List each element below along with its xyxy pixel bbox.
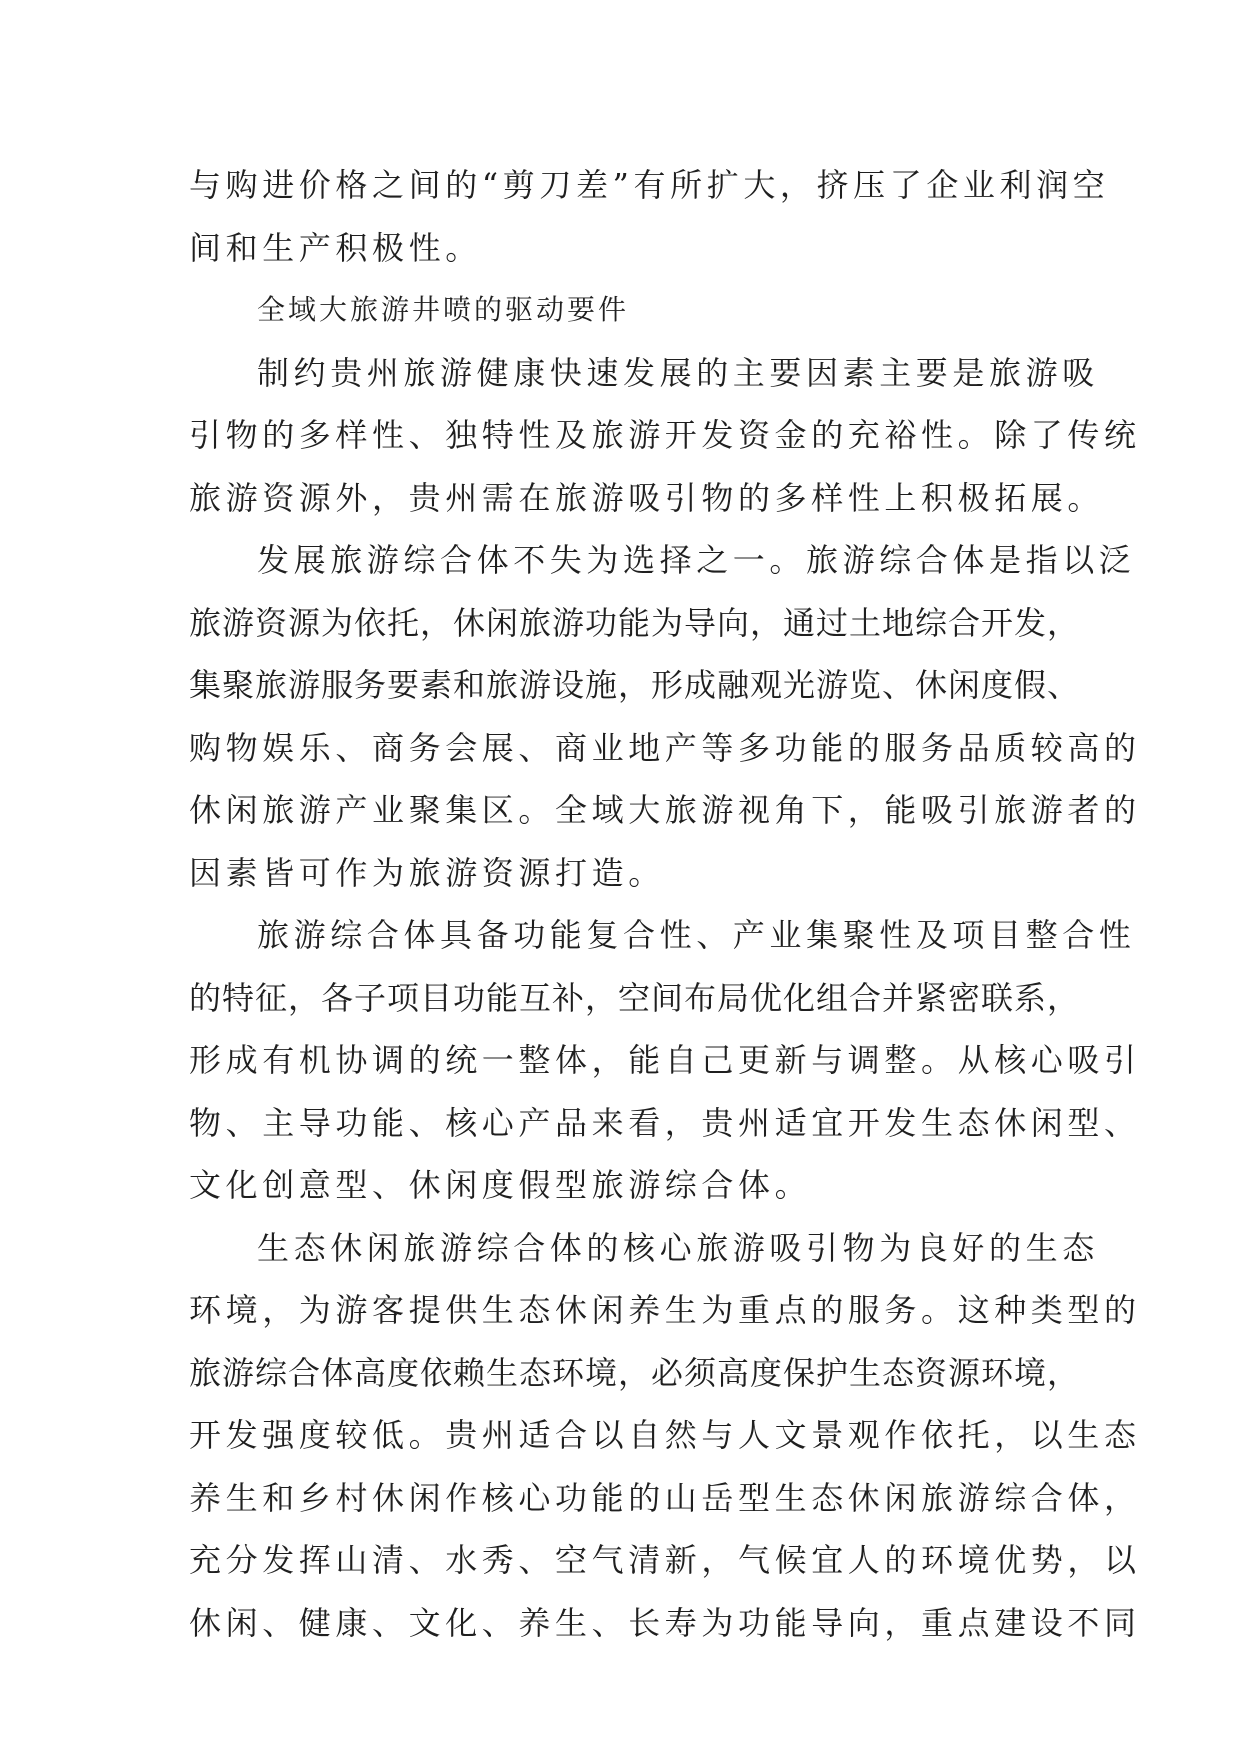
paragraph-continuation — [189, 154, 1110, 279]
text-line: 环境，为游客提供生态休闲养生为重点的服务。这种类型的 — [189, 1291, 1141, 1329]
paragraph — [189, 1217, 1141, 1655]
text-line: 休闲、健康、文化、养生、长寿为功能导向，重点建设不同 — [189, 1603, 1141, 1642]
document-body — [189, 154, 1141, 1654]
paragraph — [189, 342, 1141, 530]
paragraph — [189, 904, 1141, 1217]
text-line: 旅游综合体高度依赖生态环境，必须高度保护生态资源环境， — [189, 1353, 1081, 1392]
text-line: 生态休闲旅游综合体的核心旅游吸引物为良好的生态 — [257, 1228, 1099, 1267]
text-line: 间和生产积极性。 — [189, 228, 482, 267]
paragraph — [189, 529, 1141, 904]
text-line: 休闲旅游产业聚集区。全域大旅游视角下，能吸引旅游者的 — [189, 791, 1141, 829]
text-line: 制约贵州旅游健康快速发展的主要因素主要是旅游吸 — [257, 353, 1099, 392]
text-line: 集聚旅游服务要素和旅游设施，形成融观光游览、休闲度假、 — [189, 666, 1081, 704]
section-heading-text: 全域大旅游井喷的驱动要件 — [257, 293, 630, 326]
section-heading — [189, 279, 1069, 342]
text-line: 的特征，各子项目功能互补，空间布局优化组合并紧密联系， — [189, 978, 1081, 1017]
text-line: 开发强度较低。贵州适合以自然与人文景观作依托，以生态 — [189, 1416, 1141, 1454]
text-line: 旅游综合体具备功能复合性、产业集聚性及项目整合性 — [257, 916, 1136, 954]
text-line: 文化创意型、休闲度假型旅游综合体。 — [189, 1166, 812, 1204]
text-line: 充分发挥山清、水秀、空气清新，气候宜人的环境优势，以 — [189, 1541, 1141, 1579]
text-line: 形成有机协调的统一整体，能自己更新与调整。从核心吸引 — [189, 1041, 1141, 1079]
text-line: 养生和乡村休闲作核心功能的山岳型生态休闲旅游综合体， — [189, 1478, 1141, 1517]
text-line: 购物娱乐、商务会展、商业地产等多功能的服务品质较高的 — [189, 728, 1141, 767]
text-line: 因素皆可作为旅游资源打造。 — [189, 853, 665, 892]
text-line: 引物的多样性、独特性及旅游开发资金的充裕性。除了传统 — [189, 416, 1141, 454]
text-line: 与购进价格之间的“剪刀差”有所扩大，挤压了企业利润空 — [189, 166, 1110, 204]
text-line: 旅游资源为依托，休闲旅游功能为导向，通过土地综合开发， — [189, 603, 1081, 642]
text-line: 物、主导功能、核心产品来看，贵州适宜开发生态休闲型、 — [189, 1103, 1141, 1142]
text-line: 旅游资源外，贵州需在旅游吸引物的多样性上积极拓展。 — [189, 478, 1105, 517]
text-line: 发展旅游综合体不失为选择之一。旅游综合体是指以泛 — [257, 541, 1136, 579]
